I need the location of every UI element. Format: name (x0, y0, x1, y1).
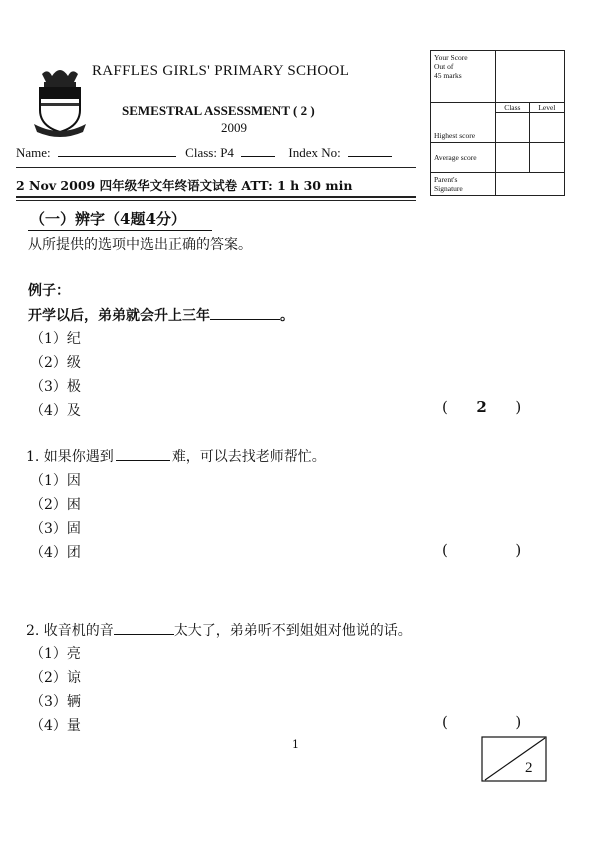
paren-close: ) (515, 713, 522, 731)
class-label: Class: P4 (185, 145, 234, 160)
page-score-box (481, 736, 547, 782)
school-name: RAFFLES GIRLS' PRIMARY SCHOOL (92, 63, 350, 79)
page-score-box-frame (481, 736, 547, 782)
example-label: 例子： (28, 283, 70, 299)
paren-close: ) (515, 541, 522, 559)
signature-label: Signature (434, 184, 463, 193)
assessment-year: 2009 (221, 120, 247, 135)
question-2-option-1: （1）亮 (30, 646, 81, 662)
level-column-header: Level (529, 103, 564, 113)
question-1-option-4: （4）团 (30, 545, 81, 561)
divider-thick (16, 196, 416, 198)
highest-class-cell (496, 113, 530, 143)
class-column-header: Class (496, 103, 530, 113)
paren-open: ( (442, 713, 448, 731)
paren-open: ( (442, 398, 448, 416)
signature-cell[interactable] (496, 173, 565, 196)
index-label: Index No: (288, 145, 341, 160)
divider-thin (16, 200, 416, 201)
highest-score-label: Highest score (434, 131, 476, 140)
average-score-label: Average score (434, 153, 477, 162)
question-2-option-3: （3）辆 (30, 694, 81, 710)
class-blank[interactable] (241, 145, 275, 157)
example-answer: 2 (476, 398, 487, 416)
section-title-underline (28, 230, 212, 231)
assessment-title: SEMESTRAL ASSESSMENT ( 2 ) (122, 103, 315, 118)
marks-label: 45 marks (434, 71, 462, 80)
question-2-answer-box[interactable] (442, 713, 521, 731)
exam-meta: 2 Nov 2009 四年级华文年终语文试卷 ATT: 1 h 30 min (16, 178, 353, 193)
page-score-number: 2 (525, 760, 533, 776)
section-instruction: 从所提供的选项中选出正确的答案。 (28, 237, 252, 253)
average-class-cell (496, 143, 530, 173)
question-1-stem (26, 446, 326, 466)
your-score-cell[interactable] (496, 51, 565, 103)
question-2-stem-after: 太大了，弟弟听不到姐姐对他说的话。 (173, 623, 412, 639)
example-option-2: （2）级 (30, 355, 81, 371)
parent-label: Parent's (434, 175, 458, 184)
question-2-option-2: （2）谅 (30, 670, 81, 686)
example-option-1: （1）纪 (30, 331, 81, 347)
question-1-option-2: （2）困 (30, 497, 81, 513)
out-of-label: Out of (434, 62, 454, 71)
divider-top (16, 167, 416, 168)
paren-open: ( (442, 541, 448, 559)
example-stem (28, 305, 294, 325)
name-blank[interactable] (58, 145, 176, 157)
score-table (430, 50, 565, 215)
page-number: 1 (292, 738, 299, 751)
example-option-4: （4）及 (30, 403, 81, 419)
question-2-stem (26, 620, 412, 640)
school-crest-logo (30, 62, 90, 140)
question-1-stem-before: 1. 如果你遇到 (26, 449, 114, 465)
example-blank (210, 307, 280, 320)
question-1-stem-after: 难，可以去找老师帮忙。 (171, 449, 326, 465)
name-label: Name: (16, 145, 51, 160)
example-option-3: （3）极 (30, 379, 81, 395)
example-stem-after: 。 (280, 308, 294, 324)
question-2-option-4: （4）量 (30, 718, 81, 734)
question-1-blank[interactable] (116, 448, 170, 461)
question-2-blank[interactable] (114, 622, 174, 635)
your-score-label: Your Score (434, 53, 468, 62)
question-1-option-1: （1）因 (30, 473, 81, 489)
index-blank[interactable] (348, 145, 392, 157)
example-stem-before: 开学以后，弟弟就会升上三年 (28, 308, 210, 324)
question-1-answer-box[interactable] (442, 541, 521, 559)
section-title: （一）辨字（4题4分） (30, 210, 186, 228)
highest-level-cell (529, 113, 564, 143)
question-2-stem-before: 2. 收音机的音 (26, 623, 114, 639)
question-1-option-3: （3）固 (30, 521, 81, 537)
paren-close: ) (515, 398, 522, 416)
average-level-cell (529, 143, 564, 173)
student-info-row (16, 145, 392, 161)
example-answer-box (442, 398, 521, 416)
